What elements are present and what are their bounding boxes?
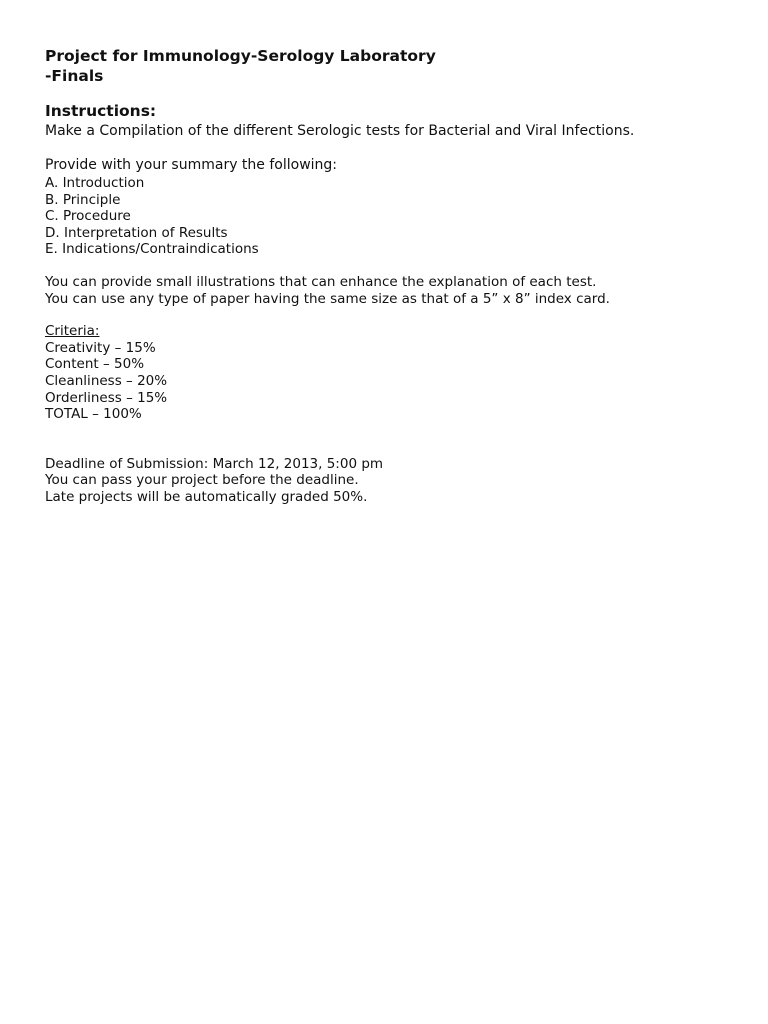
document-page <box>45 46 745 506</box>
document-title-line-2: -Finals <box>45 67 104 85</box>
deadline-block <box>45 456 745 506</box>
criteria-item-orderliness: Orderliness – 15% <box>45 389 168 406</box>
criteria-block <box>45 323 745 423</box>
paper-size-note: You can use any type of paper having the same size as that of a 5” x 8” index card. <box>45 290 610 307</box>
summary-item-interpretation: D. Interpretation of Results <box>45 224 228 241</box>
pass-early-text: You can pass your project before the deadline. <box>45 472 359 489</box>
illustrations-note: You can provide small illustrations that can enhance the explanation of each test. <box>45 273 597 290</box>
late-policy-text: Late projects will be automatically graded 50%. <box>45 488 368 505</box>
summary-item-principle: B. Principle <box>45 191 121 208</box>
summary-intro: Provide with your summary the following: <box>45 157 338 173</box>
instructions-text: Make a Compilation of the different Serologic tests for Bacterial and Viral Infections. <box>45 123 635 139</box>
summary-list <box>45 175 745 258</box>
summary-item-indications: E. Indications/Contraindications <box>45 241 259 258</box>
deadline-text: Deadline of Submission: March 12, 2013, 5:00 pm <box>45 455 384 472</box>
criteria-item-creativity: Creativity – 15% <box>45 339 156 356</box>
summary-item-procedure: C. Procedure <box>45 208 131 225</box>
criteria-item-cleanliness: Cleanliness – 20% <box>45 372 168 389</box>
instructions-heading: Instructions: <box>45 102 157 120</box>
criteria-heading: Criteria: <box>45 323 100 340</box>
notes-block <box>45 274 745 307</box>
criteria-item-total: TOTAL – 100% <box>45 406 142 423</box>
document-title-line-1: Project for Immunology-Serology Laboratory <box>45 47 436 65</box>
criteria-item-content: Content – 50% <box>45 356 145 373</box>
summary-item-introduction: A. Introduction <box>45 175 145 191</box>
